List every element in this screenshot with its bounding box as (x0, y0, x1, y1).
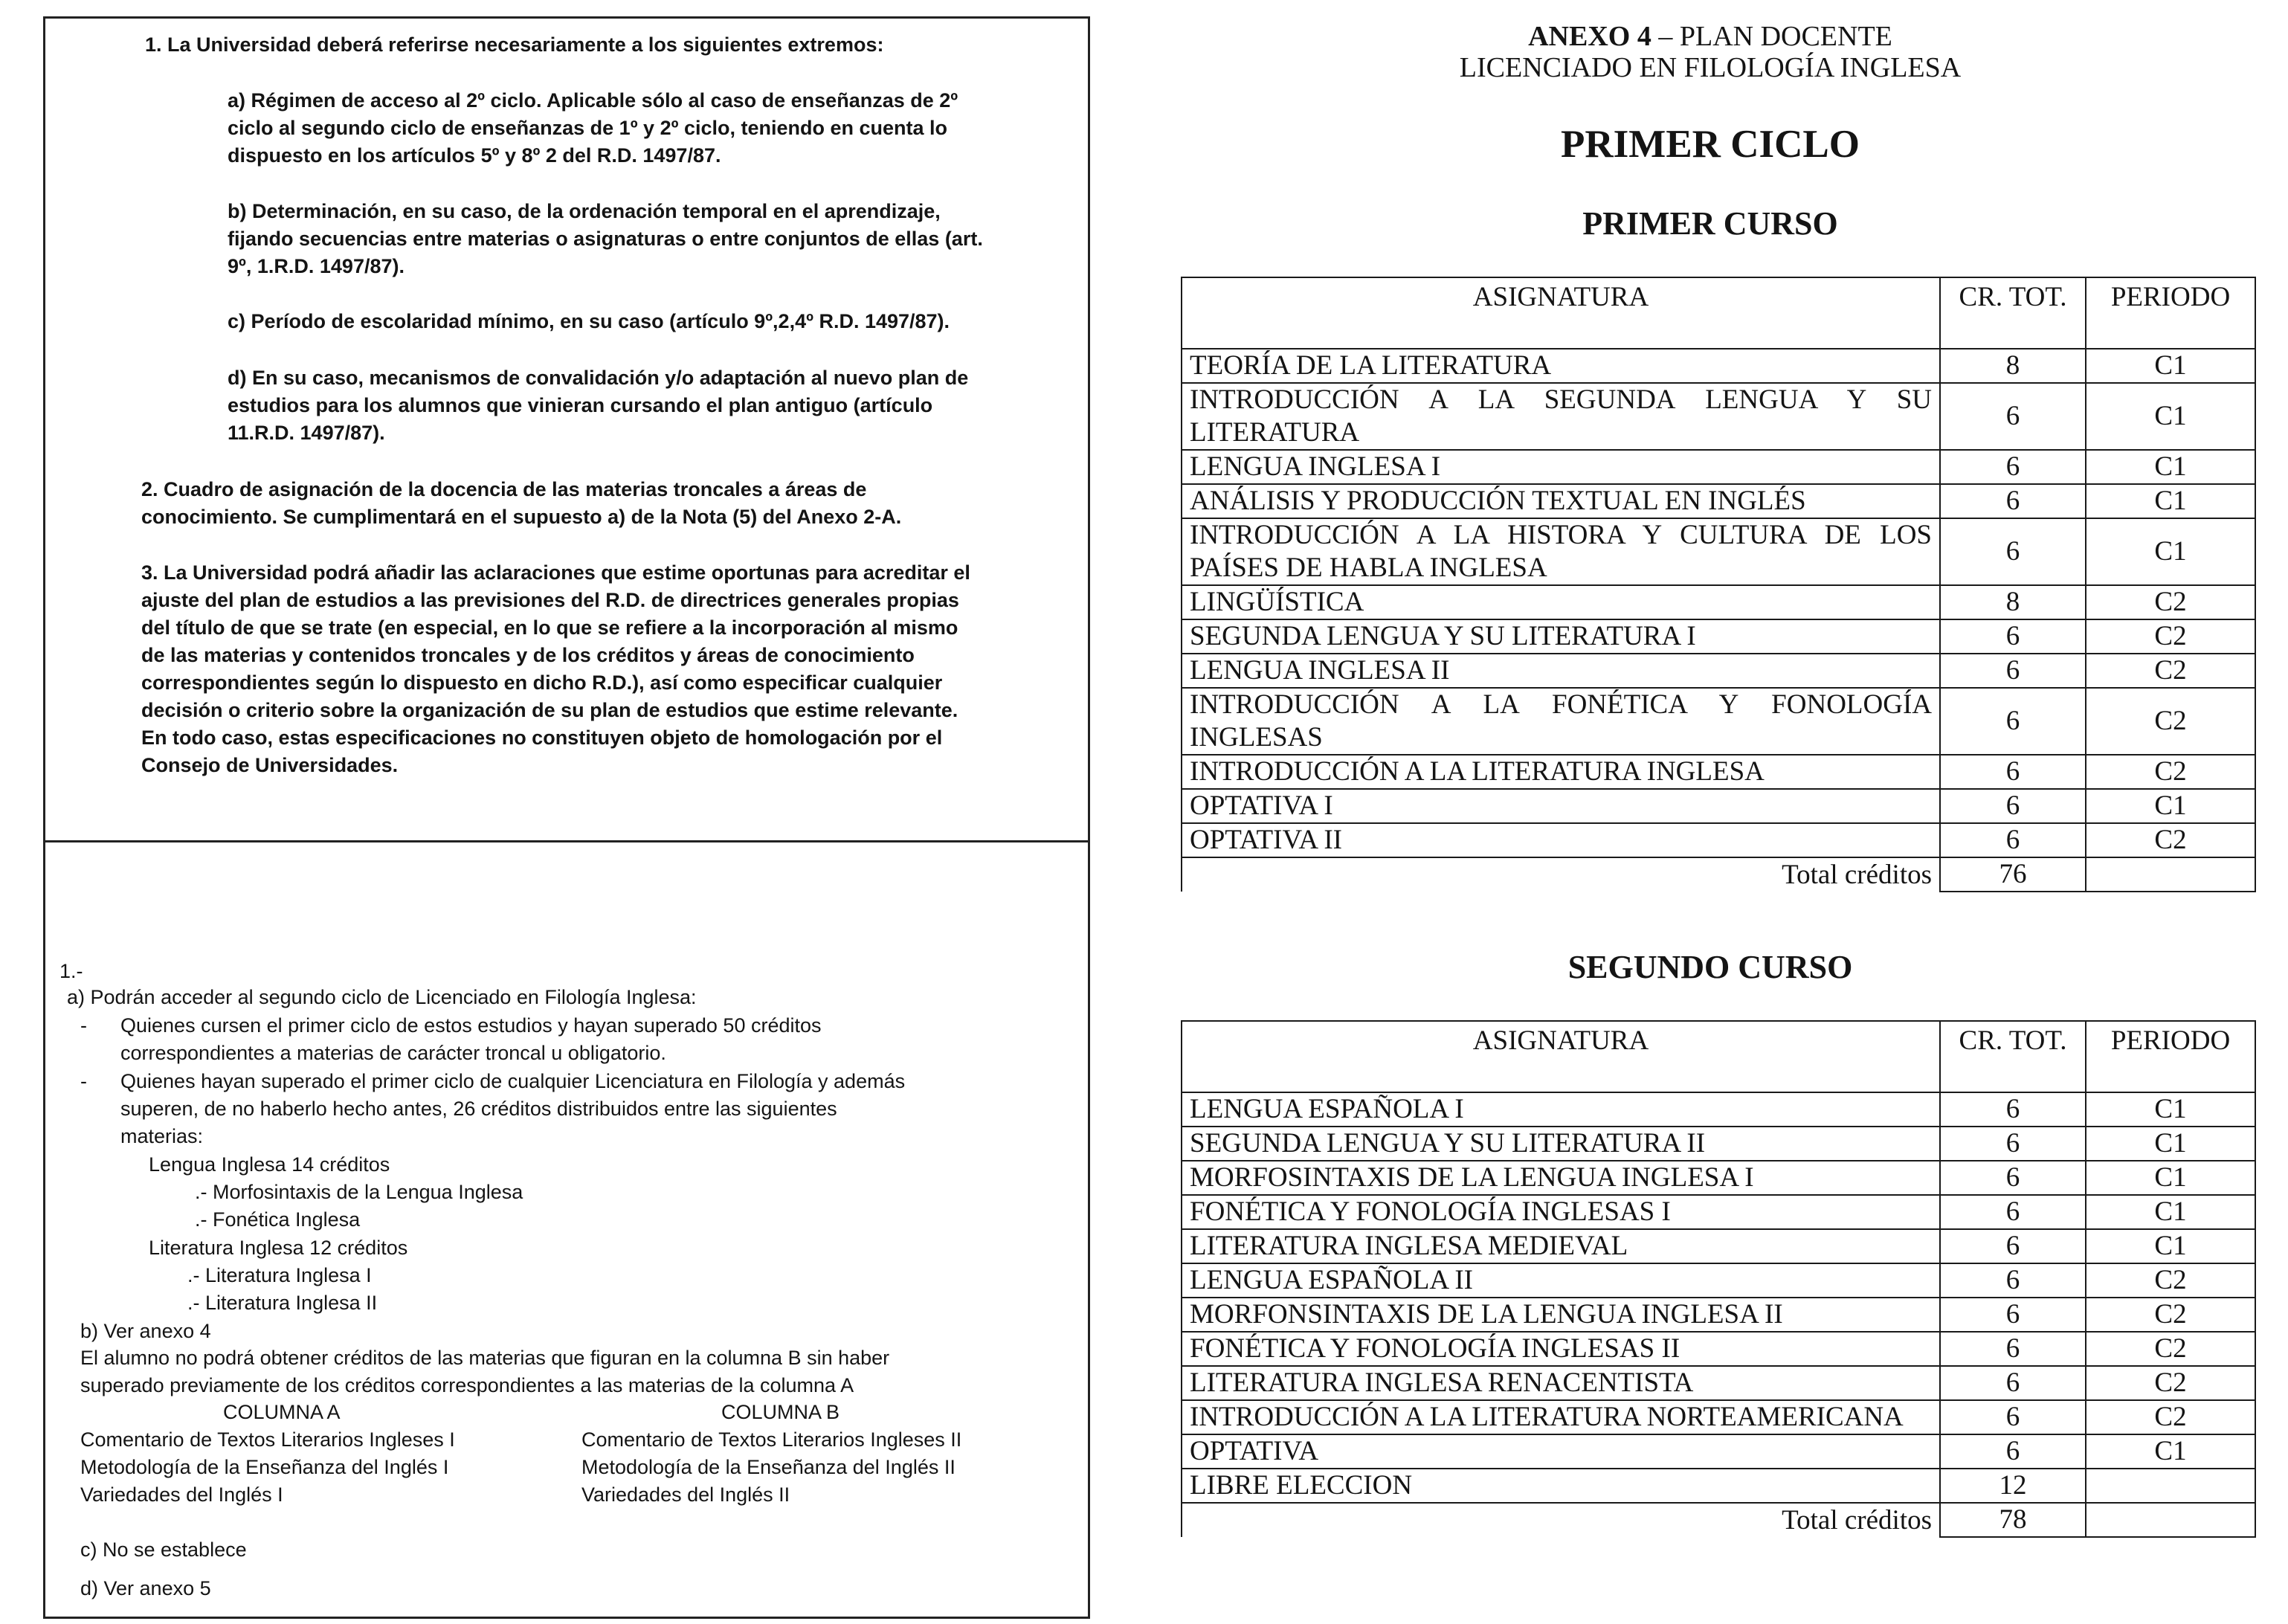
total-label: Total créditos (1182, 1503, 1940, 1537)
table-row (1182, 688, 2255, 755)
total-period (2086, 857, 2255, 892)
table-header-row (1182, 1021, 2255, 1092)
subject-cell: SEGUNDA LENGUA Y SU LITERATURA I (1182, 619, 1940, 654)
primer-curso-title: PRIMER CURSO (1582, 205, 1838, 242)
credits-cell: 6 (1940, 518, 2086, 585)
credits-cell: 6 (1940, 823, 2086, 857)
subject-cell: INTRODUCCIÓN A LA FONÉTICA Y FONOLOGÍA INGLESAS (1182, 688, 1940, 755)
item1-b-line: fijando secuencias entre materias o asignaturas o entre conjuntos de ellas (art. (228, 228, 983, 250)
total-row (1182, 1503, 2255, 1537)
columna-b-list-line: Variedades del Inglés II (581, 1483, 790, 1506)
primer-curso-rows (1182, 349, 2255, 857)
period-cell: C1 (2086, 1229, 2255, 1263)
subject-cell: LITERATURA INGLESA RENACENTISTA (1182, 1366, 1940, 1400)
item1-a-line: dispuesto en los artículos 5º y 8º 2 del R.D. 1497/87. (228, 144, 721, 167)
bullet-marker: - (80, 1070, 87, 1092)
cycle-title: PRIMER CICLO (1561, 123, 1860, 166)
period-cell: C1 (2086, 349, 2255, 383)
credits-cell: 6 (1940, 1229, 2086, 1263)
table-row (1182, 619, 2255, 654)
segundo-curso-rows (1182, 1092, 2255, 1503)
subject-cell: INTRODUCCIÓN A LA HISTORA Y CULTURA DE LOS PAÍSES DE HABLA INGLESA (1182, 518, 1940, 585)
access-heading: a) Podrán acceder al segundo ciclo de Licenciado en Filología Inglesa: (67, 986, 697, 1008)
period-cell: C1 (2086, 1434, 2255, 1469)
item1-d-line: d) En su caso, mecanismos de convalidación y/o adaptación al nuevo plan de (228, 367, 969, 389)
total-credits: 78 (1940, 1503, 2086, 1537)
segundo-curso-table (1181, 1020, 2256, 1538)
period-cell: C2 (2086, 1332, 2255, 1366)
columna-a-list-line: Metodología de la Enseñanza del Inglés I (80, 1456, 449, 1478)
item1-d-line: estudios para los alumnos que vinieran cursando el plan antiguo (artículo (228, 394, 933, 416)
subject-cell: TEORÍA DE LA LITERATURA (1182, 349, 1940, 383)
period-cell: C1 (2086, 484, 2255, 518)
subject-cell: LENGUA ESPAÑOLA I (1182, 1092, 1940, 1127)
subject-cell: OPTATIVA I (1182, 789, 1940, 823)
subject-cell: INTRODUCCIÓN A LA SEGUNDA LENGUA Y SU LITERATURA (1182, 383, 1940, 450)
table-row (1182, 1366, 2255, 1400)
access-bullet-2 (120, 1068, 905, 1150)
credits-cell: 6 (1940, 450, 2086, 484)
total-label: Total créditos (1182, 857, 1940, 892)
subject-header: ASIGNATURA (1182, 1021, 1940, 1092)
credits-cell: 6 (1940, 789, 2086, 823)
item1-b (228, 198, 983, 280)
period-cell: C2 (2086, 1298, 2255, 1332)
period-cell: C1 (2086, 1195, 2255, 1229)
prerequisite-note (80, 1344, 889, 1399)
credits-header: CR. TOT. (1940, 277, 2086, 349)
table-header-row (1182, 277, 2255, 349)
literatura-items-line: .- Literatura Inglesa I (187, 1264, 372, 1286)
table-row (1182, 1161, 2255, 1195)
total-row (1182, 857, 2255, 892)
subject-cell: OPTATIVA (1182, 1434, 1940, 1469)
item1-d-line: 11.R.D. 1497/87). (228, 422, 385, 444)
item1-c (228, 308, 950, 335)
left-page-divider (43, 840, 1090, 842)
table-row (1182, 1127, 2255, 1161)
item1-d (228, 364, 968, 447)
period-cell: C1 (2086, 450, 2255, 484)
credits-cell: 6 (1940, 1400, 2086, 1434)
table-row (1182, 1298, 2255, 1332)
table-row (1182, 823, 2255, 857)
subject-cell: LIBRE ELECCION (1182, 1469, 1940, 1503)
prerequisite-note-line: El alumno no podrá obtener créditos de las materias que figuran en la columna B sin haber (80, 1347, 890, 1369)
item1-b-line: b) Determinación, en su caso, de la ordenación temporal en el aprendizaje, (228, 200, 941, 222)
table-row (1182, 1434, 2255, 1469)
columna-a-list (80, 1426, 455, 1509)
credits-header: CR. TOT. (1940, 1021, 2086, 1092)
period-cell: C2 (2086, 619, 2255, 654)
table-row (1182, 450, 2255, 484)
table-row (1182, 1195, 2255, 1229)
item3-line: En todo caso, estas especificaciones no constituyen objeto de homologación por el (141, 726, 943, 749)
credits-cell: 6 (1940, 1263, 2086, 1298)
subject-cell: ANÁLISIS Y PRODUCCIÓN TEXTUAL EN INGLÉS (1182, 484, 1940, 518)
lengua-items (195, 1179, 523, 1234)
bullet-marker: - (80, 1014, 87, 1037)
credits-cell: 6 (1940, 1332, 2086, 1366)
credits-cell: 6 (1940, 383, 2086, 450)
period-cell: C1 (2086, 1092, 2255, 1127)
item1-c-line: c) Período de escolaridad mínimo, en su caso (artículo 9º,2,4º R.D. 1497/87). (228, 310, 950, 332)
literatura-items-line: .- Literatura Inglesa II (187, 1292, 378, 1314)
not-established: c) No se establece (80, 1538, 247, 1561)
item3-line: del título de que se trate (en especial, en lo que se refiere a la incorporación al mismo (141, 616, 958, 639)
lengua-items-line: .- Fonética Inglesa (195, 1208, 361, 1231)
subject-cell: LINGÜÍSTICA (1182, 585, 1940, 619)
subject-cell: INTRODUCCIÓN A LA LITERATURA NORTEAMERICANA (1182, 1400, 1940, 1434)
item1-a-line: ciclo al segundo ciclo de enseñanzas de 1º y 2º ciclo, teniendo en cuenta lo (228, 117, 948, 139)
subject-cell: LENGUA ESPAÑOLA II (1182, 1263, 1940, 1298)
credits-cell: 8 (1940, 349, 2086, 383)
item3-line: ajuste del plan de estudios a las previsiones del R.D. de directrices generales propias (141, 589, 959, 611)
table-row (1182, 1263, 2255, 1298)
table-row (1182, 383, 2255, 450)
table-row (1182, 349, 2255, 383)
degree-title: LICENCIADO EN FILOLOGÍA INGLESA (1459, 52, 1962, 83)
credits-cell: 8 (1940, 585, 2086, 619)
item3-line: correspondientes según lo dispuesto en dicho R.D.), así como especificar cualquier (141, 671, 943, 694)
table-row (1182, 1332, 2255, 1366)
item3-line: 3. La Universidad podrá añadir las aclaraciones que estime oportunas para acreditar el (141, 561, 970, 584)
subject-cell: FONÉTICA Y FONOLOGÍA INGLESAS II (1182, 1332, 1940, 1366)
credits-cell: 6 (1940, 1161, 2086, 1195)
segundo-curso-title: SEGUNDO CURSO (1567, 949, 1853, 985)
item3-line: de las materias y contenidos troncales y de los créditos y áreas de conocimiento (141, 644, 915, 666)
credits-cell: 6 (1940, 1195, 2086, 1229)
access-bullet-1-line: Quienes cursen el primer ciclo de estos estudios y hayan superado 50 créditos (120, 1014, 822, 1037)
table-row (1182, 484, 2255, 518)
period-cell: C1 (2086, 1161, 2255, 1195)
columna-a-label: COLUMNA A (223, 1401, 341, 1423)
columna-a-list-line: Comentario de Textos Literarios Ingleses I (80, 1428, 455, 1451)
subject-cell: FONÉTICA Y FONOLOGÍA INGLESAS I (1182, 1195, 1940, 1229)
period-cell: C2 (2086, 585, 2255, 619)
table-row (1182, 1229, 2255, 1263)
lengua-items-line: .- Morfosintaxis de la Lengua Inglesa (195, 1181, 523, 1203)
period-cell: C2 (2086, 823, 2255, 857)
table-row (1182, 755, 2255, 789)
period-cell: C2 (2086, 1366, 2255, 1400)
item1-heading: 1. La Universidad deberá referirse necesariamente a los siguientes extremos: (145, 33, 884, 56)
subject-cell: MORFONSINTAXIS DE LA LENGUA INGLESA II (1182, 1298, 1940, 1332)
subject-cell: INTRODUCCIÓN A LA LITERATURA INGLESA (1182, 755, 1940, 789)
credits-cell: 6 (1940, 755, 2086, 789)
period-header: PERIODO (2086, 277, 2255, 349)
credits-cell: 12 (1940, 1469, 2086, 1503)
columna-b-list-line: Comentario de Textos Literarios Ingleses II (581, 1428, 962, 1451)
literatura-items (187, 1262, 377, 1317)
subject-cell: SEGUNDA LENGUA Y SU LITERATURA II (1182, 1127, 1940, 1161)
access-bullet-2-line: materias: (120, 1125, 204, 1147)
bottom-number: 1.- (59, 960, 83, 982)
lengua-heading: Lengua Inglesa 14 créditos (149, 1153, 390, 1176)
credits-cell: 6 (1940, 688, 2086, 755)
literatura-heading: Literatura Inglesa 12 créditos (149, 1237, 408, 1259)
access-bullet-2-line: superen, de no haberlo hecho antes, 26 créditos distribuidos entre las siguientes (120, 1098, 837, 1120)
credits-cell: 6 (1940, 484, 2086, 518)
item3-line: Consejo de Universidades. (141, 754, 399, 776)
total-period (2086, 1503, 2255, 1537)
credits-cell: 6 (1940, 654, 2086, 688)
table-row (1182, 789, 2255, 823)
period-cell: C2 (2086, 654, 2255, 688)
period-cell: C1 (2086, 518, 2255, 585)
credits-cell: 6 (1940, 1092, 2086, 1127)
access-bullet-1 (120, 1012, 822, 1067)
subject-cell: LITERATURA INGLESA MEDIEVAL (1182, 1229, 1940, 1263)
item1-b-line: 9º, 1.R.D. 1497/87). (228, 255, 405, 277)
see-annex-5: d) Ver anexo 5 (80, 1577, 211, 1599)
item2-line: 2. Cuadro de asignación de la docencia de las materias troncales a áreas de (141, 478, 867, 500)
annex-subtitle: – PLAN DOCENTE (1651, 21, 1892, 52)
period-cell: C1 (2086, 789, 2255, 823)
period-cell: C1 (2086, 383, 2255, 450)
item2-line: conocimiento. Se cumplimentará en el supuesto a) de la Nota (5) del Anexo 2-A. (141, 506, 902, 528)
period-cell (2086, 1469, 2255, 1503)
subject-header: ASIGNATURA (1182, 277, 1940, 349)
period-cell: C2 (2086, 755, 2255, 789)
period-cell: C2 (2086, 688, 2255, 755)
columna-b-label: COLUMNA B (721, 1401, 840, 1423)
prerequisite-note-line: superado previamente de los créditos correspondientes a las materias de la columna A (80, 1374, 854, 1396)
access-bullet-1-line: correspondientes a materias de carácter troncal u obligatorio. (120, 1042, 666, 1064)
table-row (1182, 585, 2255, 619)
credits-cell: 6 (1940, 1298, 2086, 1332)
table-row (1182, 654, 2255, 688)
total-credits: 76 (1940, 857, 2086, 892)
access-bullet-2-line: Quienes hayan superado el primer ciclo de cualquier Licenciatura en Filología y además (120, 1070, 906, 1092)
table-row (1182, 1400, 2255, 1434)
period-header: PERIODO (2086, 1021, 2255, 1092)
item3 (141, 559, 970, 779)
see-annex-4: b) Ver anexo 4 (80, 1320, 211, 1342)
subject-cell: LENGUA INGLESA I (1182, 450, 1940, 484)
primer-curso-table (1181, 277, 2256, 892)
annex-title (1160, 21, 2260, 52)
credits-cell: 6 (1940, 619, 2086, 654)
annex-label: ANEXO 4 (1528, 21, 1651, 52)
period-cell: C1 (2086, 1127, 2255, 1161)
credits-cell: 6 (1940, 1434, 2086, 1469)
columna-b-list-line: Metodología de la Enseñanza del Inglés II (581, 1456, 956, 1478)
item1-a-line: a) Régimen de acceso al 2º ciclo. Aplicable sólo al caso de enseñanzas de 2º (228, 89, 958, 112)
period-cell: C2 (2086, 1400, 2255, 1434)
item3-line: decisión o criterio sobre la organización de su plan de estudios que estime relevante. (141, 699, 958, 721)
item2 (141, 476, 901, 531)
period-cell: C2 (2086, 1263, 2255, 1298)
credits-cell: 6 (1940, 1127, 2086, 1161)
table-row (1182, 518, 2255, 585)
table-row (1182, 1092, 2255, 1127)
credits-cell: 6 (1940, 1366, 2086, 1400)
columna-b-list (581, 1426, 961, 1509)
subject-cell: OPTATIVA II (1182, 823, 1940, 857)
subject-cell: LENGUA INGLESA II (1182, 654, 1940, 688)
table-row (1182, 1469, 2255, 1503)
subject-cell: MORFOSINTAXIS DE LA LENGUA INGLESA I (1182, 1161, 1940, 1195)
item1-a (228, 87, 958, 170)
columna-a-list-line: Variedades del Inglés I (80, 1483, 283, 1506)
